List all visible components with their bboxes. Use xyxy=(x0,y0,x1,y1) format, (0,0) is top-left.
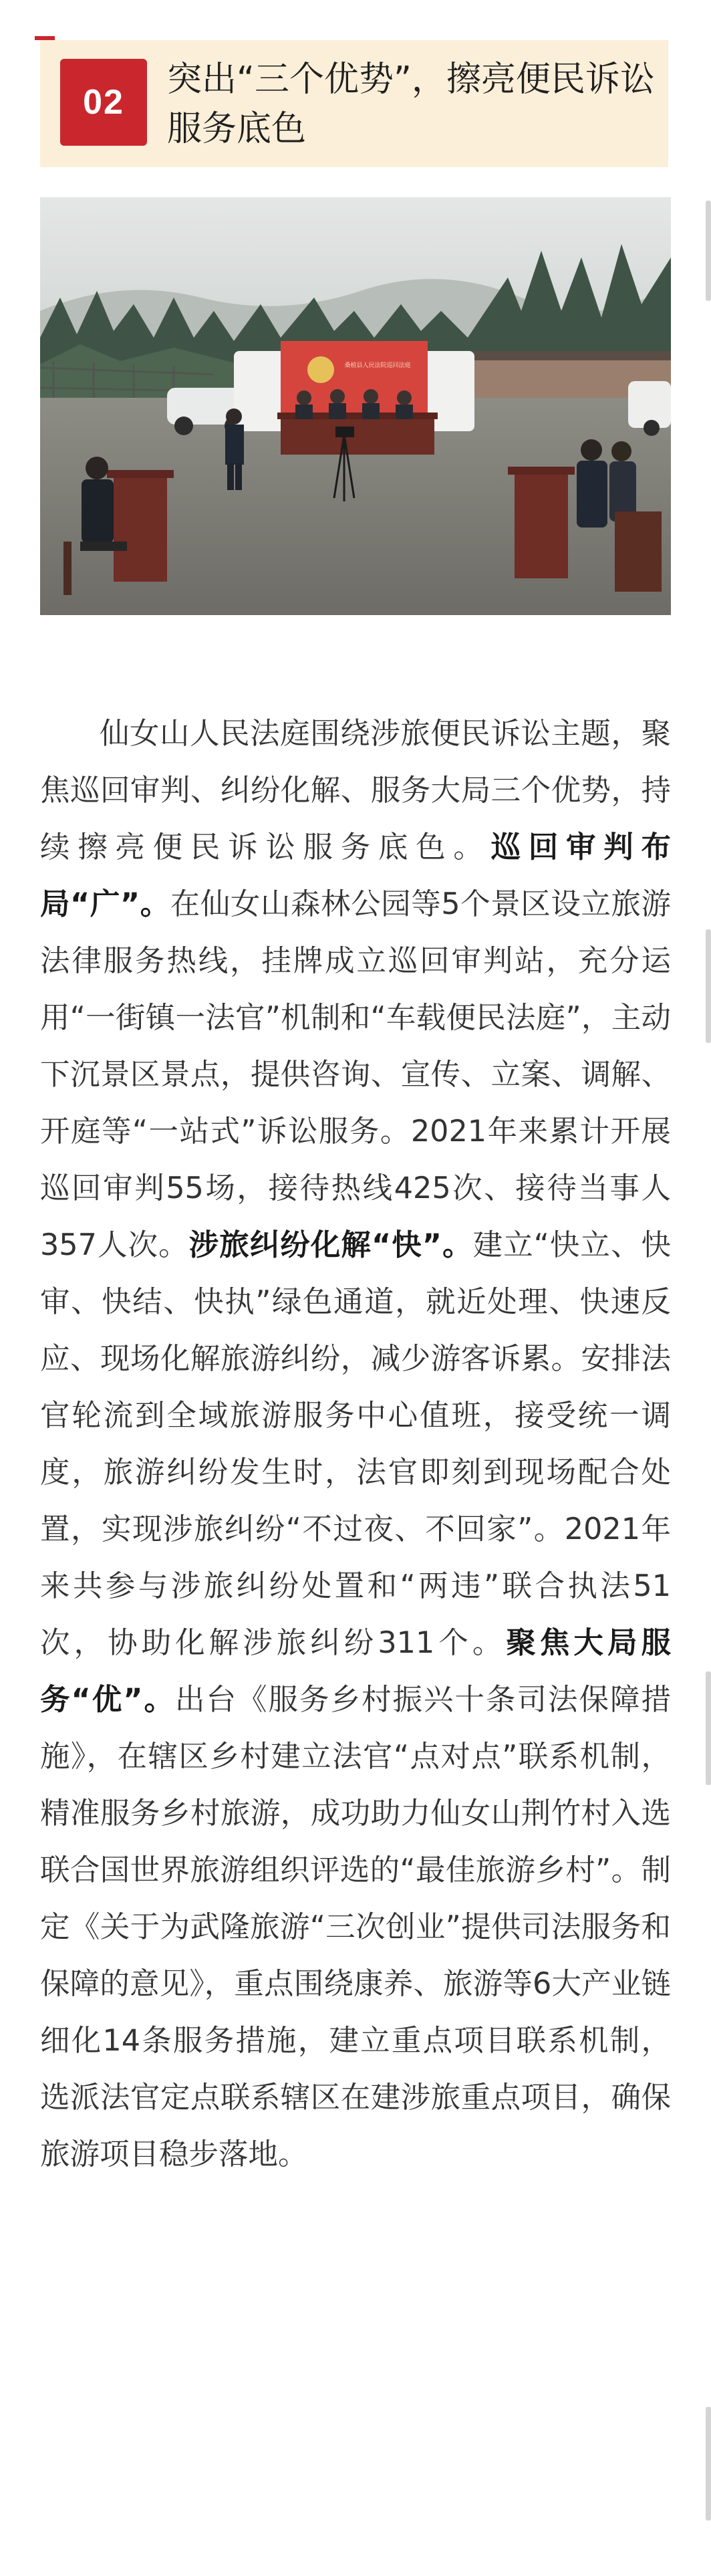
scroll-indicator-lower[interactable] xyxy=(706,1671,711,1785)
paragraph-dispute-resolution: 建立“快立、快审、快结、快执”绿色通道，就近处理、快速反应、现场化解旅游纠纷，减少游客诉累。安排法官轮流到全域旅游服务中心值班，接受统一调度，旅游纠纷发生时，法官即刻到现场配合处置，实现涉旅纠纷“不过夜、不回家”。2021年来共参与涉旅纠纷处置和“两违”联合执法51次，协助化解涉旅纠纷311个。 xyxy=(40,1228,671,1660)
article-body xyxy=(40,705,671,2183)
subheading-dispute-resolution: 涉旅纠纷化解“快”。 xyxy=(188,1228,473,1262)
section-number-badge: 02 xyxy=(60,59,147,146)
paragraph-circuit-trial: 在仙女山森林公园等5个景区设立旅游法律服务热线，挂牌成立巡回审判站，充分运用“一街镇一法官”机制和“车载便民法庭”，主动下沉景区景点，提供咨询、宣传、立案、调解、开庭等“一站式”诉讼服务。2021年来累计开展巡回审判55场，接待热线425次、接待当事人357人次。 xyxy=(40,887,671,1262)
subheading-service: 聚焦大局服务“优”。 xyxy=(40,1626,671,1717)
scroll-indicator-bottom[interactable] xyxy=(706,2407,711,2521)
court-session-photo xyxy=(40,197,671,615)
header-corner-accent xyxy=(35,36,55,40)
van-banner-text: 桑植县人民法院巡回法庭 xyxy=(344,362,411,369)
section-title: 突出“三个优势”，擦亮便民诉讼服务底色 xyxy=(167,60,655,149)
scroll-indicator-top[interactable] xyxy=(706,201,711,301)
paragraph-intro: 仙女山人民法庭围绕涉旅便民诉讼主题，聚焦巡回审判、纠纷化解、服务大局三个优势，持续擦亮便民诉讼服务底色。 xyxy=(40,717,671,864)
paragraph-service: 出台《服务乡村振兴十条司法保障措施》，在辖区乡村建立法官“点对点”联系机制，精准服务乡村旅游，成功助力仙女山荆竹村入选联合国世界旅游组织评选的“最佳旅游乡村”。制定《关于为武隆旅游“三次创业”提供司法服务和保障的意见》，重点围绕康养、旅游等6大产业链细化14条服务措施，建立重点项目联系机制，选派法官定点联系辖区在建涉旅重点项目，确保旅游项目稳步落地。 xyxy=(40,1683,671,2172)
subheading-circuit-trial: 巡回审判布局“广”。 xyxy=(40,830,671,921)
section-header xyxy=(40,40,668,167)
scroll-indicator-middle[interactable] xyxy=(706,929,711,1043)
